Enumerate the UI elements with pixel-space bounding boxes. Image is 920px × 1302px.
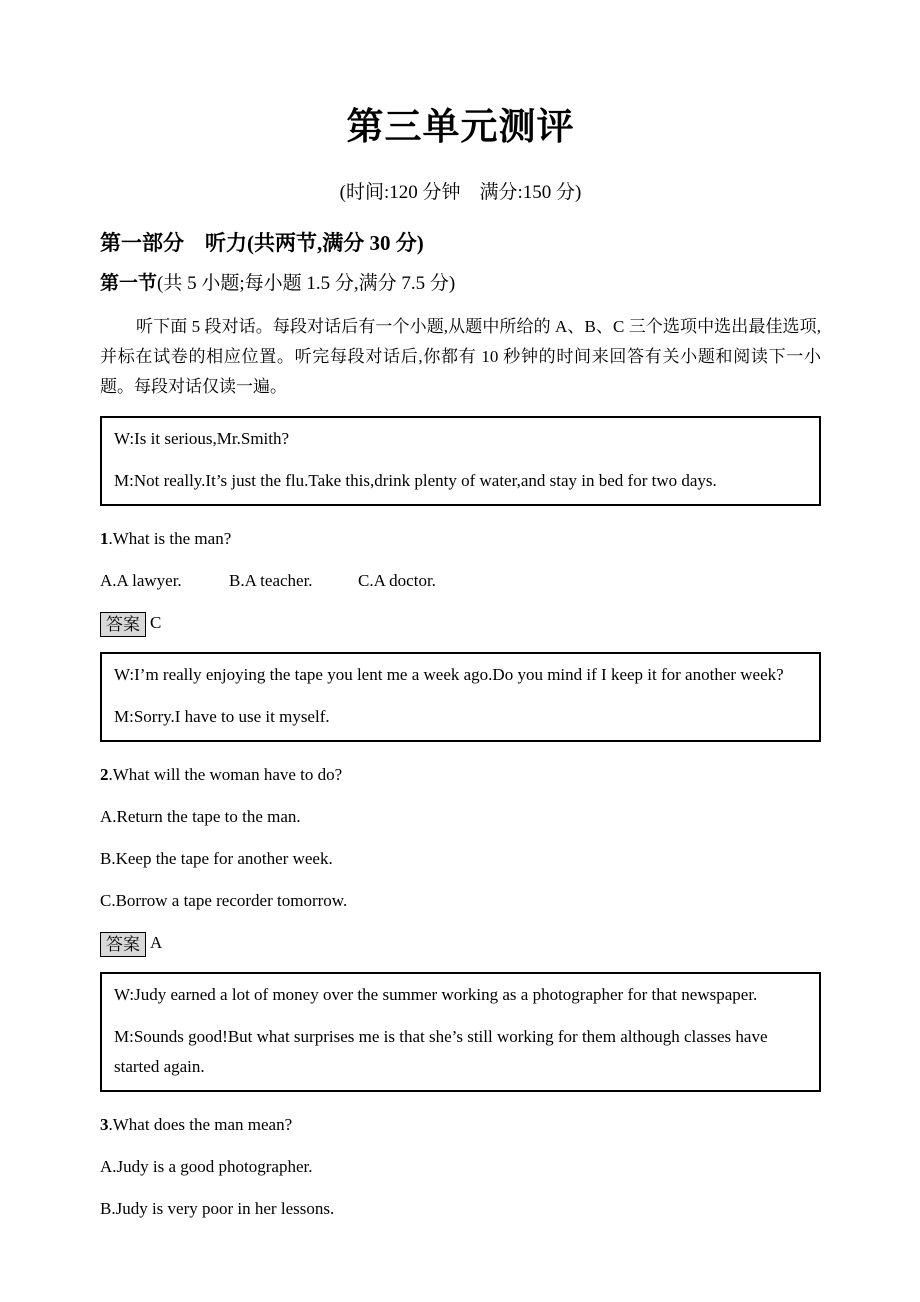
dialogue-1-line-m: M:Not really.It’s just the flu.Take this,drink plenty of water,and stay in bed for two days. <box>114 471 717 490</box>
question-3-option-b: B.Judy is very poor in her lessons. <box>100 1199 335 1218</box>
question-1-option-c: C.A doctor. <box>358 571 436 590</box>
dialogue-1-line-w: W:Is it serious,Mr.Smith? <box>114 429 290 448</box>
question-1-options <box>100 566 821 596</box>
question-1-option-a: A.A lawyer. <box>100 571 182 590</box>
answer-label-chip: 答案 <box>100 932 146 957</box>
part1-heading <box>100 230 821 257</box>
question-1 <box>100 524 821 554</box>
question-2-text: .What will the woman have to do? <box>108 765 343 784</box>
question-3-option-a: A.Judy is a good photographer. <box>100 1157 313 1176</box>
dialogue-box-2 <box>100 652 821 742</box>
section1-heading-main: 第一节 <box>100 273 158 294</box>
section1-heading-paren: (共 5 小题;每小题 1.5 分,满分 7.5 分) <box>157 273 456 294</box>
dialogue-box-1 <box>100 416 821 506</box>
question-1-number: 1 <box>100 529 109 548</box>
dialogue-box-3 <box>100 972 821 1092</box>
exam-time-score-line: (时间:120 分钟 满分:150 分) <box>339 182 582 203</box>
section1-heading <box>100 271 821 296</box>
question-3-number: 3 <box>100 1115 109 1134</box>
dialogue-3-line-m: M:Sounds good!But what surprises me is that she’s still working for them although classes have started again. <box>114 1027 768 1076</box>
question-2-option-a: A.Return the tape to the man. <box>100 807 301 826</box>
question-2-option-c: C.Borrow a tape recorder tomorrow. <box>100 891 348 910</box>
answer-1-letter: C <box>150 613 162 632</box>
listening-instructions: 听下面 5 段对话。每段对话后有一个小题,从题中所给的 A、B、C 三个选项中选出最佳选项,并标在试卷的相应位置。听完每段对话后,你都有 10 秒钟的时间来回答有关小题和阅读下一小题。每段对话仅读一遍。 <box>100 317 821 396</box>
answer-2-letter: A <box>150 933 163 952</box>
question-2-option-b: B.Keep the tape for another week. <box>100 849 333 868</box>
question-2 <box>100 760 821 790</box>
part1-heading-main: 第一部分 听力 <box>100 232 247 255</box>
page-title: 第三单元测评 <box>346 107 575 148</box>
question-3-text: .What does the man mean? <box>108 1115 293 1134</box>
answer-line-1 <box>100 608 821 638</box>
part1-heading-paren: (共两节,满分 30 分) <box>247 231 424 255</box>
answer-label-chip: 答案 <box>100 612 146 637</box>
dialogue-3-line-w: W:Judy earned a lot of money over the summer working as a photographer for that newspaper. <box>114 985 758 1004</box>
question-3 <box>100 1110 821 1140</box>
dialogue-2-line-w: W:I’m really enjoying the tape you lent me a week ago.Do you mind if I keep it for another week? <box>114 665 784 684</box>
question-1-text: .What is the man? <box>108 529 232 548</box>
question-2-number: 2 <box>100 765 109 784</box>
question-1-option-b: B.A teacher. <box>229 571 313 590</box>
answer-line-2 <box>100 928 821 958</box>
dialogue-2-line-m: M:Sorry.I have to use it myself. <box>114 707 330 726</box>
